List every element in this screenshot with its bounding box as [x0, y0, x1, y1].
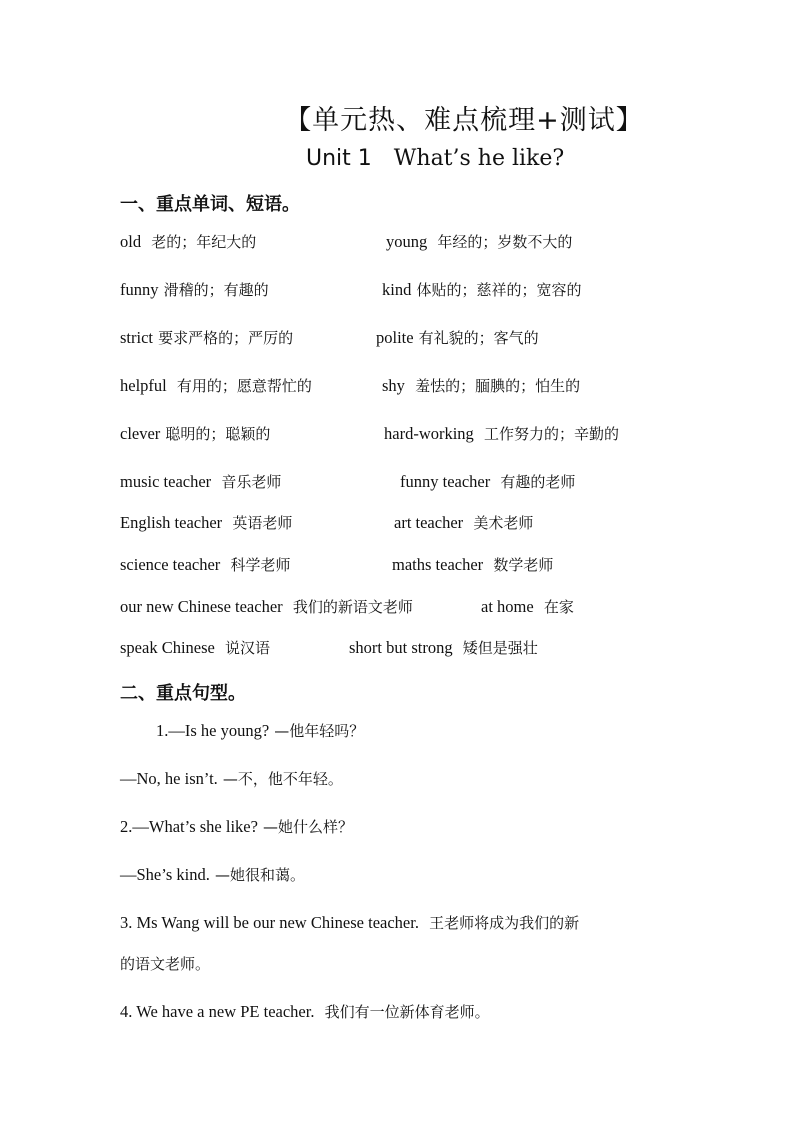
vocab-english: kind [382, 280, 412, 299]
unit-heading [306, 146, 564, 171]
sentence-english: 4. We have a new PE teacher. [120, 1002, 315, 1021]
sentence-line [156, 721, 364, 741]
sentence-chinese: 我们有一位新体育老师。 [324, 1003, 490, 1021]
vocab-item [394, 513, 533, 533]
vocab-english: short but strong [349, 638, 453, 657]
vocab-item [384, 424, 619, 444]
vocab-item [120, 424, 270, 444]
vocab-english: science teacher [120, 555, 221, 574]
vocab-chinese: 在家 [543, 598, 574, 616]
vocab-english: art teacher [394, 513, 464, 532]
vocab-chinese: 美术老师 [473, 514, 534, 532]
vocab-item [120, 232, 256, 252]
vocab-english: young [386, 232, 428, 251]
vocab-english: strict [120, 328, 153, 347]
vocab-chinese: 矮但是强壮 [462, 639, 538, 657]
page-title [0, 98, 794, 137]
vocab-item [120, 280, 269, 300]
vocab-english: hard-working [384, 424, 474, 443]
sentence-line [120, 1002, 490, 1022]
vocab-chinese: 要求严格的；严厉的 [158, 329, 294, 347]
vocab-item [376, 328, 539, 348]
vocab-chinese: 有用的；愿意帮忙的 [176, 377, 312, 395]
vocab-english: shy [382, 376, 405, 395]
vocab-item [382, 376, 580, 396]
vocab-item [400, 472, 575, 492]
vocab-english: polite [376, 328, 414, 347]
sentence-english: 1.—Is he young? [156, 721, 270, 740]
vocab-english: music teacher [120, 472, 212, 491]
vocab-chinese: 年经的；岁数不大的 [437, 233, 573, 251]
vocab-english: funny [120, 280, 159, 299]
sentence-chinese: —他年轻吗？ [274, 722, 365, 740]
sentence-line-continued [120, 954, 210, 974]
sentence-line [120, 769, 343, 789]
sentence-english: —She’s kind. [120, 865, 210, 884]
sentence-chinese: 王老师将成为我们的新 [429, 914, 580, 932]
unit-title: What’s he like? [393, 146, 565, 171]
vocab-chinese: 老的；年纪大的 [151, 233, 257, 251]
vocab-english: speak Chinese [120, 638, 215, 657]
sentence-line [120, 817, 353, 837]
vocab-item [120, 328, 293, 348]
vocab-item [120, 597, 413, 617]
vocab-english: our new Chinese teacher [120, 597, 283, 616]
vocab-item [120, 513, 292, 533]
vocab-chinese: 数学老师 [493, 556, 554, 574]
vocab-chinese: 体贴的；慈祥的；宽容的 [416, 281, 582, 299]
sentence-chinese: 的语文老师。 [120, 955, 211, 973]
vocab-item [120, 472, 281, 492]
vocab-english: maths teacher [392, 555, 484, 574]
sentence-chinese: —不，他不年轻。 [222, 770, 343, 788]
vocab-chinese: 科学老师 [230, 556, 291, 574]
vocab-item [349, 638, 538, 658]
vocab-item [382, 280, 581, 300]
sentence-chinese: —她什么样？ [263, 818, 354, 836]
vocab-chinese: 有礼貌的；客气的 [418, 329, 539, 347]
sentence-english: —No, he isn’t. [120, 769, 218, 788]
sentence-line [120, 913, 579, 933]
vocab-item [386, 232, 572, 252]
vocab-english: at home [481, 597, 534, 616]
sentence-english: 3. Ms Wang will be our new Chinese teacher. [120, 913, 419, 932]
vocab-chinese: 羞怯的；腼腆的；怕生的 [415, 377, 581, 395]
vocab-item [120, 638, 270, 658]
vocab-english: English teacher [120, 513, 223, 532]
section-heading-sentences: 二、重点句型。 [120, 683, 246, 704]
page-title-text: 【单元热、难点梳理+测试】 [284, 105, 644, 136]
vocab-chinese: 聪明的；聪颖的 [165, 425, 271, 443]
vocab-chinese: 说汉语 [225, 639, 271, 657]
section-heading-words: 一、重点单词、短语。 [120, 194, 300, 215]
vocab-item [120, 376, 312, 396]
vocab-chinese: 音乐老师 [221, 473, 282, 491]
vocab-item [120, 555, 291, 575]
vocab-english: clever [120, 424, 161, 443]
vocab-chinese: 英语老师 [232, 514, 293, 532]
vocab-english: funny teacher [400, 472, 491, 491]
unit-number: Unit 1 [306, 146, 372, 171]
vocab-english: helpful [120, 376, 167, 395]
vocab-chinese: 有趣的老师 [500, 473, 576, 491]
vocab-item [392, 555, 553, 575]
sentence-line [120, 865, 305, 885]
vocab-item [481, 597, 574, 617]
sentence-english: 2.—What’s she like? [120, 817, 258, 836]
vocab-english: old [120, 232, 142, 251]
sentence-chinese: —她很和蔼。 [214, 866, 305, 884]
vocab-chinese: 滑稽的；有趣的 [163, 281, 269, 299]
vocab-chinese: 我们的新语文老师 [292, 598, 413, 616]
vocab-chinese: 工作努力的；辛勤的 [483, 425, 619, 443]
